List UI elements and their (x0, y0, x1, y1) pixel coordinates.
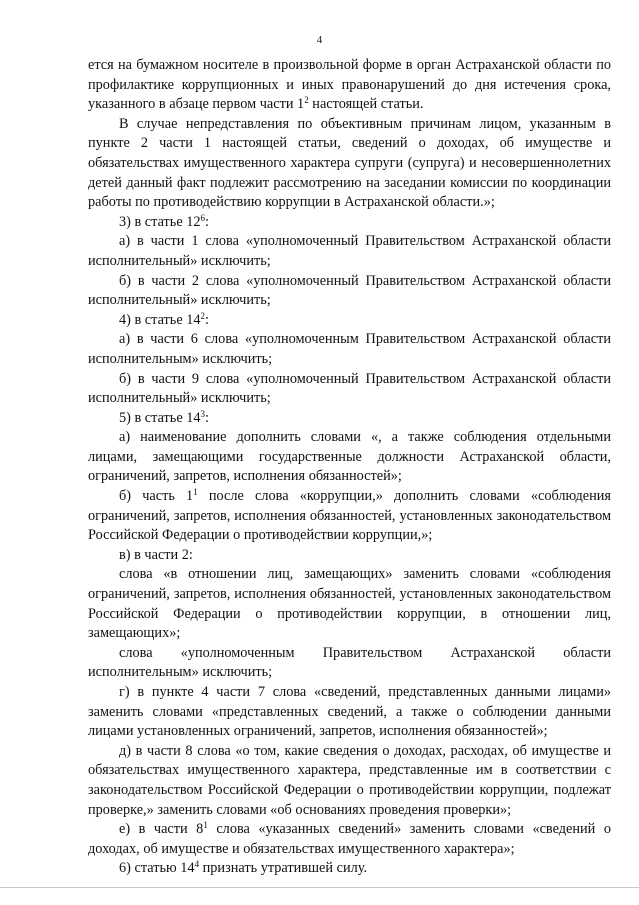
document-body (88, 56, 611, 879)
paragraph: б) в части 9 слова «уполномоченный Правительством Астраханской области исполнительный» исключить; (88, 370, 611, 407)
paragraph-text: признать утратившей силу. (199, 860, 368, 877)
paragraph (88, 409, 611, 429)
superscript: 2 (304, 95, 309, 106)
superscript: 2 (200, 310, 206, 321)
superscript: 6 (200, 212, 206, 223)
paragraph: д) в части 8 слова «о том, какие сведения о доходах, расходах, об имуществе и обязательствах имущественного характера, представленные им в соответствии с законодательством Российской Федерации о противодействии коррупции, подлежат проверке,» заменить словами «об основаниях проведения проверки»; (88, 742, 611, 818)
page-number: 4 (316, 34, 323, 46)
paragraph-text: : (205, 409, 210, 426)
paragraph: г) в пункте 4 части 7 слова «сведений, представленных данными лицами» заменить словами «представленных сведений, а также о соблюдении данными лицами установленных ограничений, запретов, исполнения обязанностей»; (88, 684, 611, 740)
paragraph: слова «уполномоченным Правительством Астраханской области исполнительным» исключить; (88, 644, 611, 681)
paragraph: б) в части 2 слова «уполномоченный Правительством Астраханской области исполнительный» исключить; (88, 272, 611, 309)
paragraph-text: б) часть 1 (119, 488, 194, 505)
superscript: 3 (200, 408, 206, 419)
paragraph-text: : (205, 213, 210, 230)
paragraph-text: 5) в статье 14 (119, 409, 201, 426)
paragraph: а) наименование дополнить словами «, а также соблюдения отдельными лицами, замещающими государственные должности Астраханской области, ограничений, запретов, исполнения обязанностей»; (88, 429, 611, 485)
paragraph-text: : (205, 311, 210, 328)
scan-edge-line (0, 887, 639, 888)
paragraph: В случае непредставления по объективным причинам лицом, указанным в пункте 2 части 1 настоящей статьи, сведений о доходах, об имуществе и обязательствах имущественного характера супруги (супруга) и несовершеннолетних детей данный факт подлежит рассмотрению на заседании комиссии по координации работы по противодействию коррупции в Астраханской области.»; (88, 115, 611, 211)
superscript: 4 (194, 859, 200, 870)
paragraph-text: е) в части 8 (119, 821, 204, 838)
paragraph-text: после слова «коррупции,» дополнить словами «соблюдения ограничений, запретов, исполнения обязанностей, установленных законодательством Российской Федерации о противодействии коррупции,»; (88, 488, 612, 544)
paragraph (88, 311, 611, 331)
paragraph-text: 4) в статье 14 (119, 311, 201, 328)
paragraph (88, 859, 611, 879)
paragraph (88, 820, 611, 859)
paragraph-text: ется на бумажном носителе в произвольной форме в орган Астраханской области по профилактике коррупционных и иных правонарушений до дня истечения срока, указанного в абзаце первом части 1 (88, 57, 611, 113)
paragraph (88, 56, 611, 115)
paragraph-text: 3) в статье 12 (119, 213, 201, 230)
paragraph-text: слова «указанных сведений» заменить словами «сведений о доходах, об имуществе и обязательствах имущественного характера»; (88, 821, 611, 857)
superscript: 1 (193, 487, 198, 498)
paragraph: а) в части 6 слова «уполномоченным Правительством Астраханской области исполнительным» исключить; (88, 331, 611, 367)
paragraph: а) в части 1 слова «уполномоченный Правительством Астраханской области исполнительный» исключить; (88, 233, 611, 269)
paragraph: в) в части 2: (119, 546, 193, 563)
paragraph: слова «в отношении лиц, замещающих» заменить словами «соблюдения ограничений, запретов, исполнения обязанностей, установленных законодательством Российской Федерации о противодействии коррупции, в отношении лиц, замещающих»; (88, 566, 611, 642)
superscript: 1 (203, 820, 208, 831)
paragraph-text: настоящей статьи. (308, 96, 424, 113)
paragraph (88, 487, 611, 546)
paragraph-text: 6) статью 14 (119, 860, 195, 877)
paragraph (88, 213, 611, 233)
